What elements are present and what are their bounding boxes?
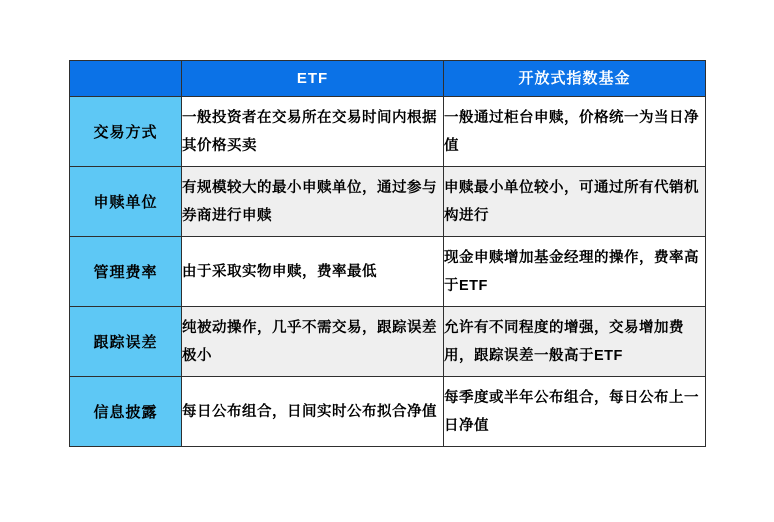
row-label-management-fee: 管理费率 [70, 237, 182, 307]
comparison-table [69, 60, 706, 447]
header-cell-blank [70, 61, 182, 97]
cell-etf-tracking-error: 纯被动操作，几乎不需交易，跟踪误差极小 [182, 307, 444, 377]
table-row [70, 167, 706, 237]
cell-etf-disclosure: 每日公布组合，日间实时公布拟合净值 [182, 377, 444, 447]
cell-etf-subscription-unit: 有规模较大的最小申赎单位，通过参与券商进行申赎 [182, 167, 444, 237]
table-header-row [70, 61, 706, 97]
cell-fund-subscription-unit: 申赎最小单位较小，可通过所有代销机构进行 [444, 167, 706, 237]
row-label-disclosure: 信息披露 [70, 377, 182, 447]
table-row [70, 307, 706, 377]
cell-etf-management-fee: 由于采取实物申赎，费率最低 [182, 237, 444, 307]
cell-fund-management-fee: 现金申赎增加基金经理的操作，费率高于ETF [444, 237, 706, 307]
header-cell-index-fund: 开放式指数基金 [444, 61, 706, 97]
table-row [70, 377, 706, 447]
cell-fund-trading-method: 一般通过柜台申赎，价格统一为当日净值 [444, 97, 706, 167]
cell-fund-tracking-error: 允许有不同程度的增强，交易增加费用，跟踪误差一般高于ETF [444, 307, 706, 377]
row-label-trading-method: 交易方式 [70, 97, 182, 167]
cell-fund-disclosure: 每季度或半年公布组合，每日公布上一日净值 [444, 377, 706, 447]
table-row [70, 97, 706, 167]
row-label-subscription-unit: 申赎单位 [70, 167, 182, 237]
comparison-table-wrapper [69, 60, 705, 447]
cell-etf-trading-method: 一般投资者在交易所在交易时间内根据其价格买卖 [182, 97, 444, 167]
row-label-tracking-error: 跟踪误差 [70, 307, 182, 377]
table-row [70, 237, 706, 307]
header-cell-etf: ETF [182, 61, 444, 97]
